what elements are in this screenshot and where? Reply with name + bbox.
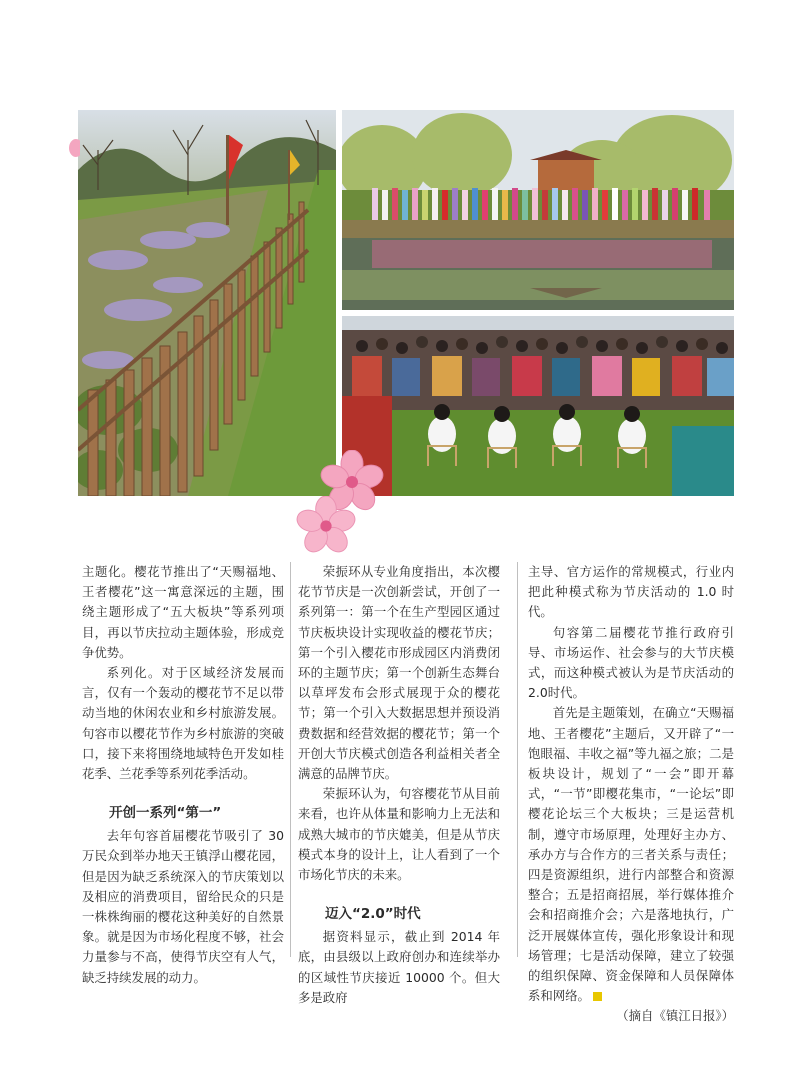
paragraph <box>528 703 734 1006</box>
article-column-3 <box>528 562 734 1027</box>
article-column-2 <box>298 562 500 1008</box>
garden-fence-photo <box>78 110 336 496</box>
paragraph: 主导、官方运作的常规模式，行业内把此种模式称为节庆活动的 1.0 时代。 <box>528 564 734 620</box>
paragraph: 去年句容首届樱花节吸引了 30 万民众到举办地天王镇浮山樱花园，但是因为缺乏系统深入的节庆策划以及相应的消费项目，留给民众的只是一株株绚丽的樱花这种美好的自然景象。就是因为市场化程度不够，社会力量参与不高，使得节庆空有人气，缺乏持续发展的动力。 <box>82 828 284 985</box>
end-mark-icon <box>593 992 602 1001</box>
section-heading: 迈入“2.0”时代 <box>325 906 421 923</box>
paragraph-text: 首先是主题策划，在确立“天赐福地、王者樱花”主题后，又开辟了“一饱眼福、丰收之福”等九福之旅；二是板块设计，规划了“一会”即开幕式，“一节”即樱花集市，“一论坛”即樱花论坛三个大板块；三是运营机制，遵守市场原理，处理好主办方、承办方与合作方的三者关系与责任；四是资源组织，进行内部整合和资源整合；五是招商招展，举行媒体推介会和招商推介会；六是落地执行，广泛开展媒体宣传，强化形象设计和现场管理；七是活动保障，建立了较强的组织保障、资金保障和人员保障体系和网络。 <box>528 705 734 1004</box>
paragraph: 主题化。樱花节推出了“天赐福地、王者樱花”这一寓意深远的主题，围绕主题形成了“五大板块”等系列项目，再以节庆拉动主题体验，形成竞争优势。 <box>82 564 284 660</box>
lawn-concert-photo <box>342 316 734 496</box>
source-citation: （摘自《镇江日报》） <box>616 1008 734 1024</box>
column-divider <box>290 562 291 957</box>
column-divider <box>517 562 518 957</box>
paragraph: 系列化。对于区域经济发展而言，仅有一个轰动的樱花节不足以带动当地的休闲农业和乡村旅游发展。句容市以樱花节作为乡村旅游的突破口，接下来将围绕地域特色开发如桂花季、兰花季等系列花季活动。 <box>82 665 284 782</box>
paragraph: 据资料显示，截止到 2014 年底，由县级以上政府创办和连续举办的区域性节庆接近 10000 个。但大多是政府 <box>298 929 500 1005</box>
article-column-1 <box>82 562 284 988</box>
cherry-blossom-icon <box>66 138 80 158</box>
pond-performers-photo <box>342 110 734 310</box>
paragraph: 荣振环从专业角度指出，本次樱花节节庆是一次创新尝试，开创了一系列第一：第一个在生产型园区通过节庆板块设计实现收益的樱花节庆；第一个引入樱花市形成园区内消费闭环的主题节庆；第一个创新生态舞台以草坪发布会形式展现于众的樱花节；第一个引入大数据思想并预设消费数据和经营效据的樱花节；第一个开创大节庆模式创造各利益相关者全满意的品牌节庆。 <box>298 564 500 782</box>
cherry-blossom-icon <box>296 496 356 556</box>
section-heading: 开创一系列“第一” <box>109 805 222 822</box>
paragraph: 句容第二届樱花节推行政府引导、市场运作、社会参与的大节庆模式，而这种模式被认为是节庆活动的2.0时代。 <box>528 624 734 701</box>
paragraph: 荣振环认为，句容樱花节从目前来看，也许从体量和影响力上无法和成熟大城市的节庆媲美，但是从节庆模式本身的设计上，让人看到了一个市场化节庆的未来。 <box>298 786 500 883</box>
